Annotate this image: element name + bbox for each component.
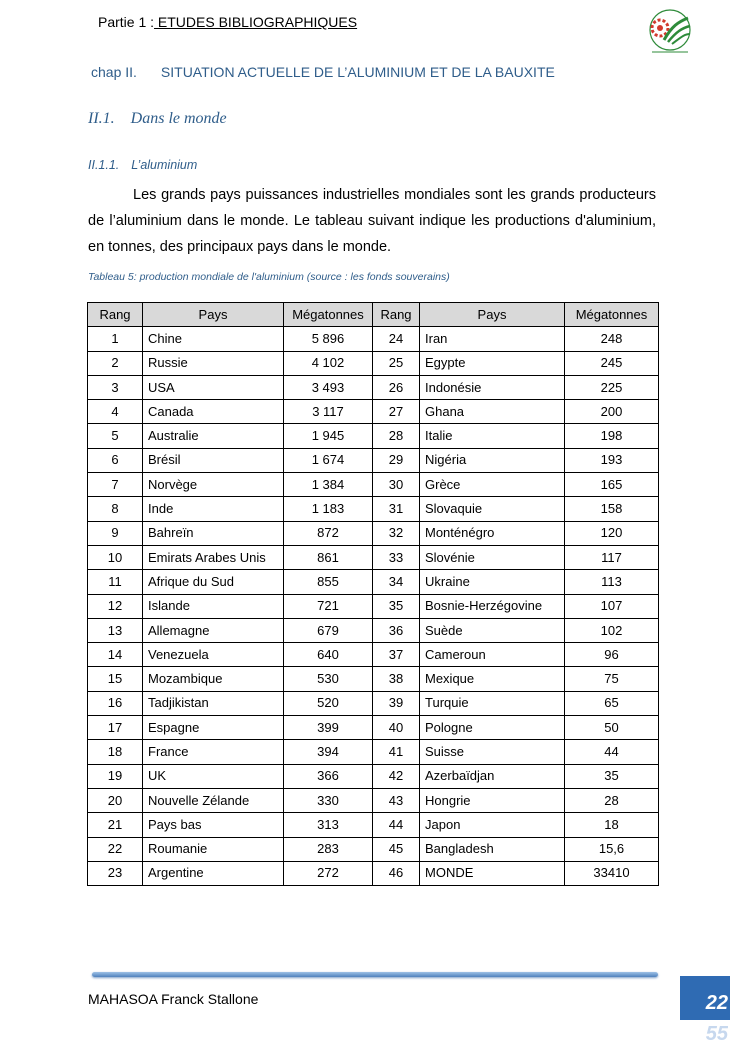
rang-right-cell: 30	[373, 473, 420, 497]
table-row	[88, 351, 659, 375]
table-row	[88, 570, 659, 594]
rang-left-cell: 13	[88, 618, 143, 642]
chapter-heading	[91, 64, 555, 80]
megatonnes-left-cell: 679	[284, 618, 373, 642]
table-row	[88, 473, 659, 497]
pays-right-cell: Indonésie	[420, 375, 565, 399]
pays-left-cell: Pays bas	[143, 813, 284, 837]
pays-left-cell: France	[143, 740, 284, 764]
megatonnes-right-cell: 28	[565, 788, 659, 812]
rang-left-cell: 10	[88, 545, 143, 569]
pays-left-cell: Allemagne	[143, 618, 284, 642]
rang-right-cell: 35	[373, 594, 420, 618]
running-header	[98, 14, 357, 30]
pays-left-cell: Roumanie	[143, 837, 284, 861]
rang-left-cell: 22	[88, 837, 143, 861]
megatonnes-right-cell: 245	[565, 351, 659, 375]
table-row	[88, 667, 659, 691]
megatonnes-left-cell: 640	[284, 643, 373, 667]
pays-left-cell: Islande	[143, 594, 284, 618]
pays-left-cell: Mozambique	[143, 667, 284, 691]
pays-right-cell: Slovénie	[420, 545, 565, 569]
megatonnes-right-cell: 248	[565, 327, 659, 351]
pays-right-cell: Turquie	[420, 691, 565, 715]
table-row	[88, 375, 659, 399]
header-megatonnes-left: Mégatonnes	[284, 303, 373, 327]
megatonnes-right-cell: 113	[565, 570, 659, 594]
rang-right-cell: 29	[373, 448, 420, 472]
megatonnes-left-cell: 4 102	[284, 351, 373, 375]
rang-left-cell: 11	[88, 570, 143, 594]
pays-left-cell: Norvège	[143, 473, 284, 497]
table-row	[88, 594, 659, 618]
rang-right-cell: 45	[373, 837, 420, 861]
pays-right-cell: Bosnie-Herzégovine	[420, 594, 565, 618]
rang-right-cell: 34	[373, 570, 420, 594]
megatonnes-left-cell: 5 896	[284, 327, 373, 351]
table-caption: Tableau 5: production mondiale de l'aluminium (source : les fonds souverains)	[88, 271, 450, 283]
pays-left-cell: Tadjikistan	[143, 691, 284, 715]
pays-left-cell: Nouvelle Zélande	[143, 788, 284, 812]
header-megatonnes-right: Mégatonnes	[565, 303, 659, 327]
rang-left-cell: 7	[88, 473, 143, 497]
megatonnes-right-cell: 165	[565, 473, 659, 497]
rang-left-cell: 18	[88, 740, 143, 764]
table-row	[88, 618, 659, 642]
pays-left-cell: Argentine	[143, 861, 284, 885]
pays-right-cell: Mexique	[420, 667, 565, 691]
section-title: Dans le monde	[130, 110, 227, 127]
rang-right-cell: 37	[373, 643, 420, 667]
megatonnes-right-cell: 15,6	[565, 837, 659, 861]
rang-right-cell: 38	[373, 667, 420, 691]
header-rang-left: Rang	[88, 303, 143, 327]
table-row	[88, 400, 659, 424]
table-row	[88, 716, 659, 740]
rang-left-cell: 1	[88, 327, 143, 351]
megatonnes-right-cell: 102	[565, 618, 659, 642]
rang-left-cell: 8	[88, 497, 143, 521]
rang-left-cell: 20	[88, 788, 143, 812]
megatonnes-left-cell: 520	[284, 691, 373, 715]
pays-right-cell: Bangladesh	[420, 837, 565, 861]
pays-left-cell: USA	[143, 375, 284, 399]
section-heading	[88, 110, 227, 128]
megatonnes-left-cell: 3 117	[284, 400, 373, 424]
table-row	[88, 764, 659, 788]
pays-left-cell: Inde	[143, 497, 284, 521]
pays-left-cell: UK	[143, 764, 284, 788]
pays-left-cell: Emirats Arabes Unis	[143, 545, 284, 569]
megatonnes-left-cell: 1 945	[284, 424, 373, 448]
pays-right-cell: Italie	[420, 424, 565, 448]
rang-left-cell: 12	[88, 594, 143, 618]
megatonnes-right-cell: 120	[565, 521, 659, 545]
megatonnes-right-cell: 18	[565, 813, 659, 837]
rang-left-cell: 2	[88, 351, 143, 375]
pays-left-cell: Chine	[143, 327, 284, 351]
rang-right-cell: 32	[373, 521, 420, 545]
rang-left-cell: 17	[88, 716, 143, 740]
header-pays-left: Pays	[143, 303, 284, 327]
rang-left-cell: 16	[88, 691, 143, 715]
pays-left-cell: Venezuela	[143, 643, 284, 667]
rang-right-cell: 39	[373, 691, 420, 715]
rang-right-cell: 40	[373, 716, 420, 740]
megatonnes-right-cell: 158	[565, 497, 659, 521]
table-row	[88, 813, 659, 837]
rang-right-cell: 24	[373, 327, 420, 351]
rang-right-cell: 31	[373, 497, 420, 521]
megatonnes-left-cell: 394	[284, 740, 373, 764]
megatonnes-left-cell: 283	[284, 837, 373, 861]
rang-right-cell: 36	[373, 618, 420, 642]
pays-right-cell: Pologne	[420, 716, 565, 740]
page-number-reflection: 55	[705, 1024, 728, 1044]
pays-left-cell: Australie	[143, 424, 284, 448]
megatonnes-left-cell: 530	[284, 667, 373, 691]
pays-left-cell: Canada	[143, 400, 284, 424]
footer-divider	[92, 972, 658, 977]
megatonnes-right-cell: 75	[565, 667, 659, 691]
table-row	[88, 424, 659, 448]
megatonnes-right-cell: 50	[565, 716, 659, 740]
header-title: ETUDES BIBLIOGRAPHIQUES	[154, 14, 358, 30]
header-rang-right: Rang	[373, 303, 420, 327]
rang-right-cell: 46	[373, 861, 420, 885]
rang-left-cell: 9	[88, 521, 143, 545]
table-row	[88, 545, 659, 569]
pays-left-cell: Afrique du Sud	[143, 570, 284, 594]
rang-right-cell: 44	[373, 813, 420, 837]
table-row	[88, 691, 659, 715]
pays-right-cell: Hongrie	[420, 788, 565, 812]
megatonnes-right-cell: 107	[565, 594, 659, 618]
rang-right-cell: 26	[373, 375, 420, 399]
production-table	[87, 302, 659, 886]
megatonnes-left-cell: 1 384	[284, 473, 373, 497]
megatonnes-left-cell: 3 493	[284, 375, 373, 399]
megatonnes-right-cell: 198	[565, 424, 659, 448]
section-number: II.1.	[88, 110, 115, 127]
header-prefix: Partie 1 :	[98, 14, 155, 30]
megatonnes-left-cell: 313	[284, 813, 373, 837]
megatonnes-right-cell: 96	[565, 643, 659, 667]
megatonnes-right-cell: 33410	[565, 861, 659, 885]
megatonnes-right-cell: 117	[565, 545, 659, 569]
megatonnes-left-cell: 861	[284, 545, 373, 569]
table-row	[88, 788, 659, 812]
megatonnes-left-cell: 872	[284, 521, 373, 545]
megatonnes-right-cell: 65	[565, 691, 659, 715]
rang-left-cell: 3	[88, 375, 143, 399]
chapter-title: SITUATION ACTUELLE DE L’ALUMINIUM ET DE LA BAUXITE	[160, 64, 555, 80]
table-row	[88, 740, 659, 764]
megatonnes-left-cell: 366	[284, 764, 373, 788]
pays-right-cell: Cameroun	[420, 643, 565, 667]
table-row	[88, 448, 659, 472]
rang-left-cell: 19	[88, 764, 143, 788]
pays-right-cell: Suisse	[420, 740, 565, 764]
pays-right-cell: Iran	[420, 327, 565, 351]
megatonnes-right-cell: 44	[565, 740, 659, 764]
pays-left-cell: Bahreïn	[143, 521, 284, 545]
megatonnes-left-cell: 855	[284, 570, 373, 594]
footer-author: MAHASOA Franck Stallone	[88, 991, 259, 1007]
pays-left-cell: Brésil	[143, 448, 284, 472]
subsection-number: II.1.1.	[88, 158, 120, 172]
rang-right-cell: 27	[373, 400, 420, 424]
institution-logo-icon	[638, 6, 702, 56]
rang-left-cell: 4	[88, 400, 143, 424]
pays-right-cell: Ghana	[420, 400, 565, 424]
megatonnes-left-cell: 1 674	[284, 448, 373, 472]
table-row	[88, 327, 659, 351]
pays-right-cell: Azerbaïdjan	[420, 764, 565, 788]
header-pays-right: Pays	[420, 303, 565, 327]
rang-left-cell: 15	[88, 667, 143, 691]
page-number: 22	[705, 992, 728, 1014]
pays-right-cell: Monténégro	[420, 521, 565, 545]
pays-left-cell: Espagne	[143, 716, 284, 740]
table-header-row	[88, 303, 659, 327]
megatonnes-left-cell: 272	[284, 861, 373, 885]
megatonnes-left-cell: 399	[284, 716, 373, 740]
subsection-title: L’aluminium	[131, 158, 198, 172]
table-row	[88, 497, 659, 521]
table-row	[88, 837, 659, 861]
subsection-heading	[88, 158, 197, 172]
megatonnes-right-cell: 193	[565, 448, 659, 472]
pays-right-cell: MONDE	[420, 861, 565, 885]
pays-right-cell: Suède	[420, 618, 565, 642]
rang-left-cell: 21	[88, 813, 143, 837]
pays-right-cell: Grèce	[420, 473, 565, 497]
megatonnes-left-cell: 330	[284, 788, 373, 812]
table-row	[88, 521, 659, 545]
pays-right-cell: Slovaquie	[420, 497, 565, 521]
table-body	[88, 327, 659, 886]
pays-left-cell: Russie	[143, 351, 284, 375]
rang-right-cell: 42	[373, 764, 420, 788]
rang-left-cell: 6	[88, 448, 143, 472]
table-row	[88, 861, 659, 885]
megatonnes-right-cell: 35	[565, 764, 659, 788]
rang-right-cell: 25	[373, 351, 420, 375]
megatonnes-left-cell: 1 183	[284, 497, 373, 521]
megatonnes-left-cell: 721	[284, 594, 373, 618]
rang-left-cell: 14	[88, 643, 143, 667]
pays-right-cell: Ukraine	[420, 570, 565, 594]
pays-right-cell: Egypte	[420, 351, 565, 375]
megatonnes-right-cell: 225	[565, 375, 659, 399]
pays-right-cell: Japon	[420, 813, 565, 837]
megatonnes-right-cell: 200	[565, 400, 659, 424]
chapter-label: chap II.	[91, 64, 137, 80]
table-row	[88, 643, 659, 667]
rang-right-cell: 33	[373, 545, 420, 569]
body-paragraph: Les grands pays puissances industrielles mondiales sont les grands producteurs de l’aluminium dans le monde. Le tableau suivant indique les productions d'aluminium, en tonnes, des principaux pays dans le monde.	[88, 187, 656, 255]
rang-right-cell: 28	[373, 424, 420, 448]
rang-left-cell: 23	[88, 861, 143, 885]
pays-right-cell: Nigéria	[420, 448, 565, 472]
rang-left-cell: 5	[88, 424, 143, 448]
rang-right-cell: 41	[373, 740, 420, 764]
rang-right-cell: 43	[373, 788, 420, 812]
